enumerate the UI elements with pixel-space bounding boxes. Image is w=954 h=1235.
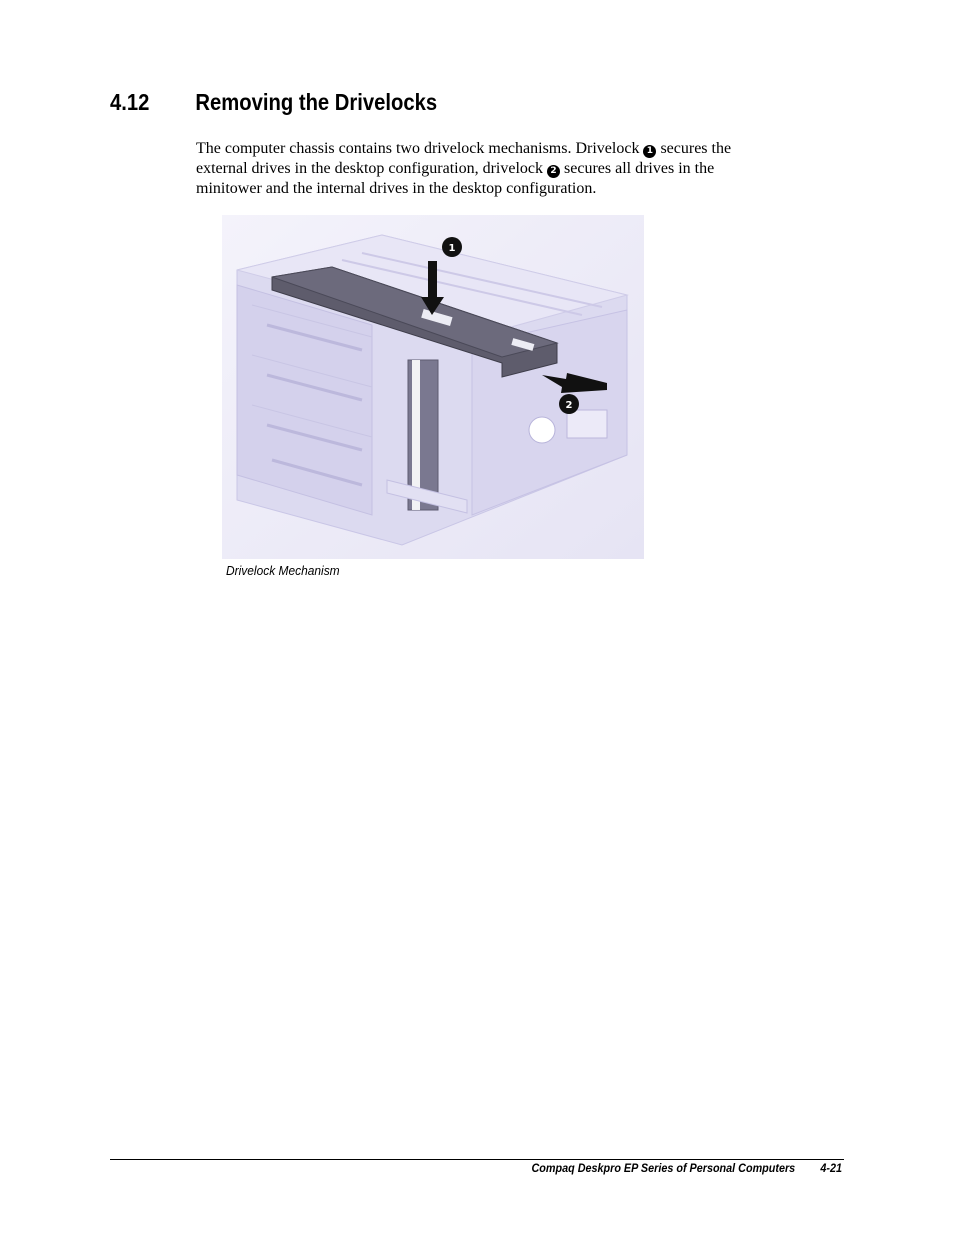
callout-1-icon: 1 [643,145,656,158]
footer-divider [110,1159,844,1160]
figure-caption: Drivelock Mechanism [226,563,340,578]
body-line-2 [196,159,796,179]
callout-2-icon: 2 [547,165,560,178]
body-line-3: minitower and the internal drives in the desktop configuration. [196,180,597,197]
drivelock-figure [222,215,644,559]
section-title: Removing the Drivelocks [195,89,438,115]
body-text: The computer chassis contains two drivelock mechanisms. Drivelock [196,140,644,157]
footer-title: Compaq Deskpro EP Series of Personal Computers [531,1161,796,1175]
figure-callout-2: 2 [565,400,573,411]
page-footer [532,1161,843,1175]
body-text: external drives in the desktop configuration, drivelock [196,160,548,177]
body-line-1 [196,139,796,159]
body-text: secures the [656,140,732,157]
section-heading [110,89,437,116]
body-text: secures all drives in the [560,160,715,177]
body-paragraph [196,139,796,199]
section-number: 4.12 [110,89,150,115]
figure-callout-1: 1 [448,243,456,254]
page-number: 4-21 [820,1161,842,1175]
drivelock-illustration [222,215,644,559]
